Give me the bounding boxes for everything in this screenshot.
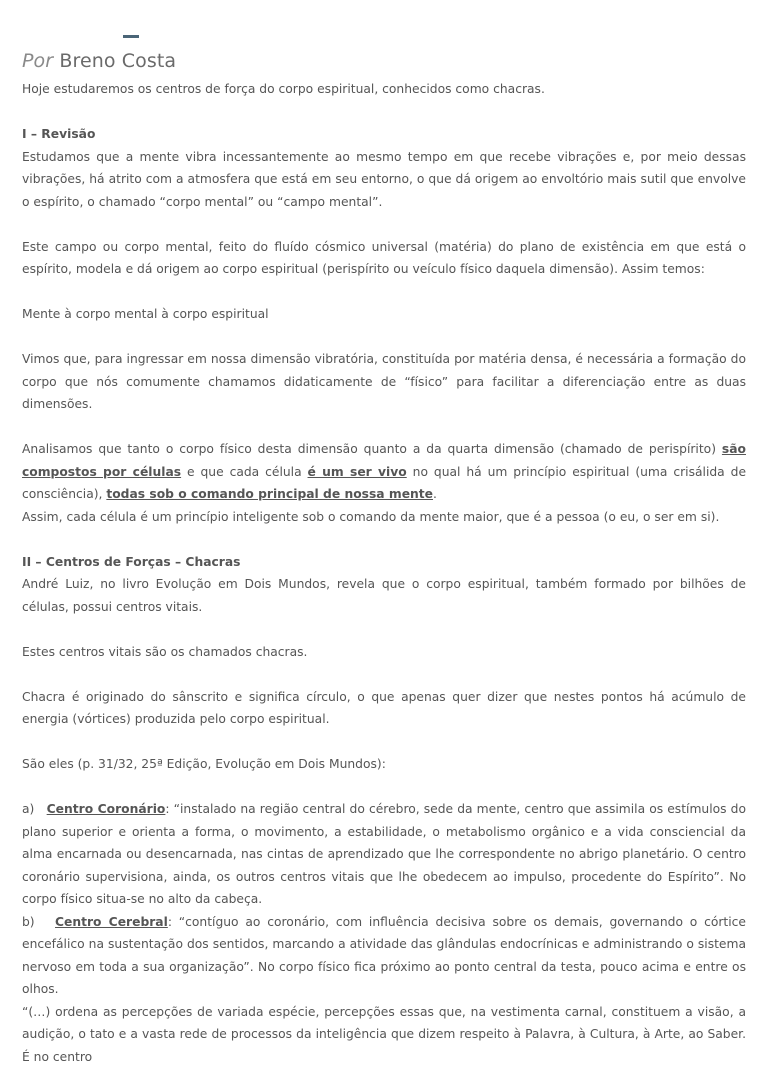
paragraph: André Luiz, no livro Evolução em Dois Mundos, revela que o corpo espiritual, também formado por bilhões de células, possui centros vitais. — [22, 573, 746, 618]
text-span: e que cada célula — [181, 465, 307, 479]
item-title: Centro Coronário — [47, 802, 166, 816]
article-body — [22, 78, 746, 1068]
list-item-cerebral — [22, 911, 746, 1001]
text-span: . — [433, 487, 437, 501]
section-heading-chacras: II – Centros de Forças – Chacras — [22, 555, 240, 569]
paragraph: Estudamos que a mente vibra incessantemente ao mesmo tempo em que recebe vibrações e, por meio dessas vibrações, há atrito com a atmosfera que está em seu entorno, o que dá origem ao envoltório mais sutil que envolve o espírito, o chamado “corpo mental” ou “campo mental”. — [22, 146, 746, 214]
item-text: : “instalado na região central do cérebro, sede da mente, centro que assimila os estímulos do plano superior e orienta a forma, o movimento, a estabilidade, o metabolismo orgânico e a vida consciencial da alma encarnada ou desencarnada, nas cintas de aprendizado que lhe correspondente no abrigo planetário. O centro coronário supervisiona, ainda, os outros centros vitais que lhe obedecem ao impulso, procedente do Espírito”. No corpo físico situa-se no alto da cabeça. — [22, 802, 746, 906]
byline-prefix: Por — [22, 50, 53, 72]
paragraph: Vimos que, para ingressar em nossa dimensão vibratória, constituída por matéria densa, é necessária a formação do corpo que nós comumente chamamos didaticamente de “físico” para facilitar a diferenciação entre as duas dimensões. — [22, 348, 746, 416]
section-heading-revisao: I – Revisão — [22, 127, 95, 141]
list-marker: a) — [22, 802, 34, 816]
quote-paragraph: “(…) ordena as percepções de variada espécie, percepções essas que, na vestimenta carnal, constituem a visão, a audição, o tato e a vasta rede de processos da inteligência que dizem respeito à Palavra, à Cultura, à Arte, ao Saber. É no centro — [22, 1001, 746, 1068]
intro-paragraph: Hoje estudaremos os centros de força do corpo espiritual, conhecidos como chacras. — [22, 78, 746, 101]
emphasis-text: todas sob o comando principal de nossa mente — [106, 487, 433, 501]
text-span: Analisamos que tanto o corpo físico desta dimensão quanto a da quarta dimensão (chamado de perispírito) — [22, 442, 722, 456]
paragraph: Estes centros vitais são os chamados chacras. — [22, 641, 746, 664]
list-marker: b) — [22, 915, 35, 929]
paragraph: Assim, cada célula é um princípio inteligente sob o comando da mente maior, que é a pessoa (o eu, o ser em si). — [22, 506, 746, 529]
paragraph: Chacra é originado do sânscrito e significa círculo, o que apenas quer dizer que nestes pontos há acúmulo de energia (vórtices) produzida pelo corpo espiritual. — [22, 686, 746, 731]
item-text: : “contíguo ao coronário, com influência decisiva sobre os demais, governando o córtice encefálico na sustentação dos sentidos, marcando a atividade das glândulas endocrínicas e administrando o sistema nervoso em toda a sua organização”. No corpo físico fica próximo ao ponto central da testa, pouco acima e entre os olhos. — [22, 915, 746, 997]
byline — [22, 50, 176, 72]
emphasis-text: são compostos por células — [22, 442, 746, 479]
paragraph-cells — [22, 438, 746, 506]
paragraph: São eles (p. 31/32, 25ª Edição, Evolução em Dois Mundos): — [22, 753, 746, 776]
emphasis-text: é um ser vivo — [308, 465, 407, 479]
accent-bar — [123, 35, 139, 38]
paragraph: Este campo ou corpo mental, feito do fluído cósmico universal (matéria) do plano de existência em que está o espírito, modela e dá origem ao corpo espiritual (perispírito ou veículo físico daquela dimensão). Assim temos: — [22, 236, 746, 281]
paragraph: Mente à corpo mental à corpo espiritual — [22, 303, 746, 326]
byline-author: Breno Costa — [59, 50, 176, 72]
text-span: no qual há um princípio espiritual (uma crisálida de consciência), — [22, 465, 746, 502]
list-item-coronario — [22, 798, 746, 911]
item-title: Centro Cerebral — [55, 915, 168, 929]
